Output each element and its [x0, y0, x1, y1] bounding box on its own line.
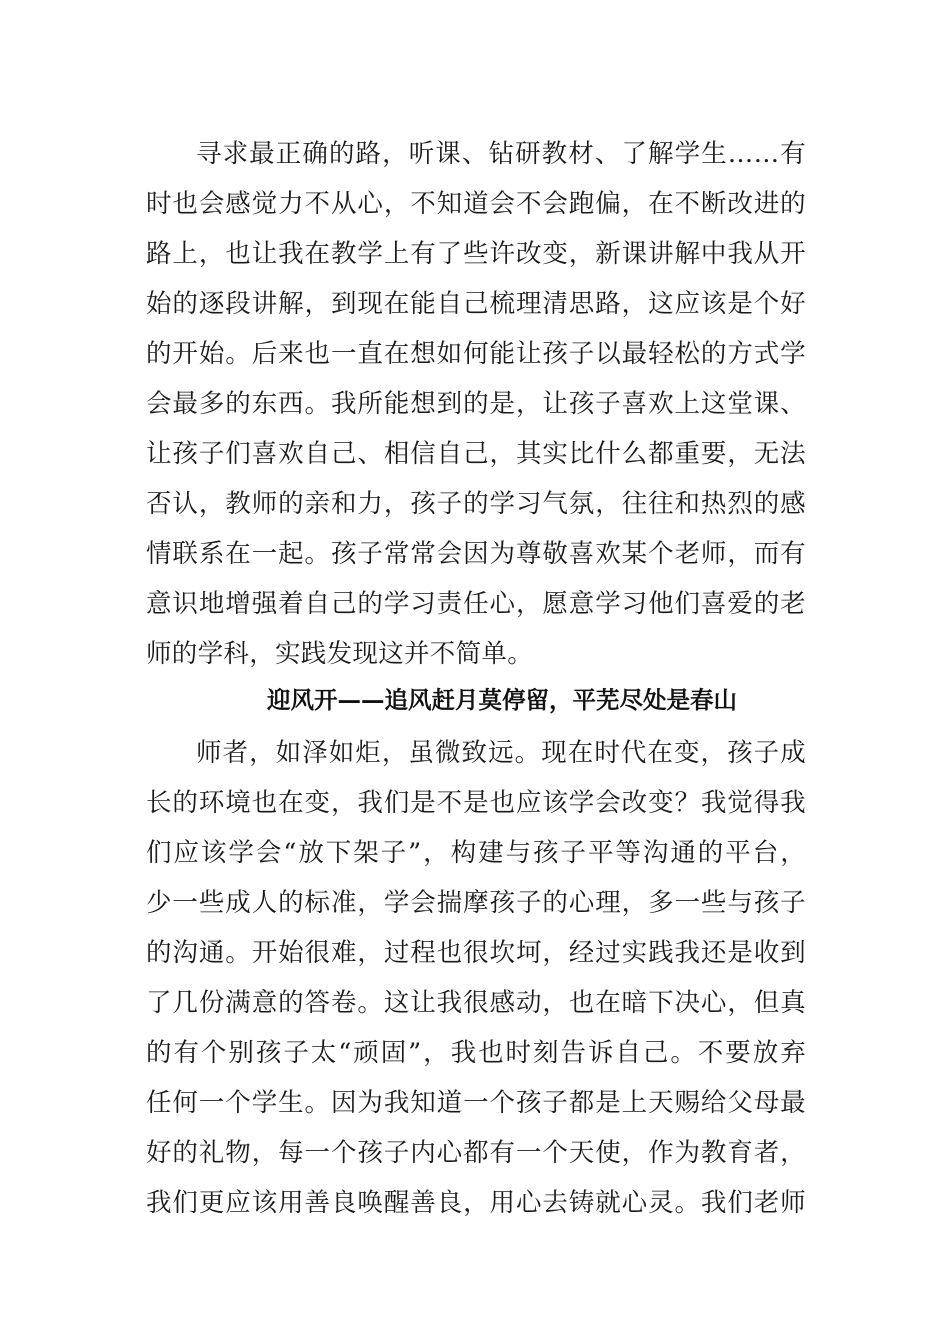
paragraph-line: 了几份满意的答卷。这让我很感动，也在暗下决心，但真	[146, 988, 806, 1018]
paragraph-line: 师者，如泽如炬，虽微致远。现在时代在变，孩子成	[196, 738, 806, 768]
paragraph-line: 路上，也让我在教学上有了些许改变，新课讲解中我从开	[146, 239, 806, 269]
paragraph-line: 寻求最正确的路，听课、钻研教材、了解学生……有	[196, 139, 806, 169]
paragraph-line: 我们更应该用善良唤醒善良，用心去铸就心灵。我们老师	[146, 1188, 806, 1218]
paragraph-line: 始的逐段讲解，到现在能自己梳理清思路，这应该是个好	[146, 289, 806, 319]
paragraph-line: 好的礼物，每一个孩子内心都有一个天使，作为教育者，	[146, 1138, 806, 1168]
paragraph-line: 时也会感觉力不从心，不知道会不会跑偏，在不断改进的	[146, 189, 806, 219]
paragraph-line: 长的环境也在变，我们是不是也应该学会改变？我觉得我	[146, 788, 806, 818]
paragraph-line: 否认，教师的亲和力，孩子的学习气氛，往往和热烈的感	[146, 489, 806, 519]
paragraph-line: 们应该学会“放下架子”，构建与孩子平等沟通的平台，	[146, 838, 806, 868]
paragraph-line: 的开始。后来也一直在想如何能让孩子以最轻松的方式学	[146, 339, 806, 369]
paragraph-line: 少一些成人的标准，学会揣摩孩子的心理，多一些与孩子	[146, 888, 806, 918]
paragraph-line: 让孩子们喜欢自己、相信自己，其实比什么都重要，无法	[146, 439, 806, 469]
paragraph-line: 师的学科，实践发现这并不简单。	[146, 639, 534, 669]
paragraph-line: 会最多的东西。我所能想到的是，让孩子喜欢上这堂课、	[146, 389, 806, 419]
section-heading: 迎风开——追风赶月莫停留，平芜尽处是春山	[267, 686, 737, 714]
paragraph-line: 意识地增强着自己的学习责任心，愿意学习他们喜爱的老	[146, 589, 806, 619]
paragraph-line: 任何一个学生。因为我知道一个孩子都是上天赐给父母最	[146, 1088, 806, 1118]
paragraph-line: 的有个别孩子太“顽固”，我也时刻告诉自己。不要放弃	[146, 1038, 806, 1068]
paragraph-line: 的沟通。开始很难，过程也很坎坷，经过实践我还是收到	[146, 938, 806, 968]
paragraph-line: 情联系在一起。孩子常常会因为尊敬喜欢某个老师，而有	[146, 539, 806, 569]
